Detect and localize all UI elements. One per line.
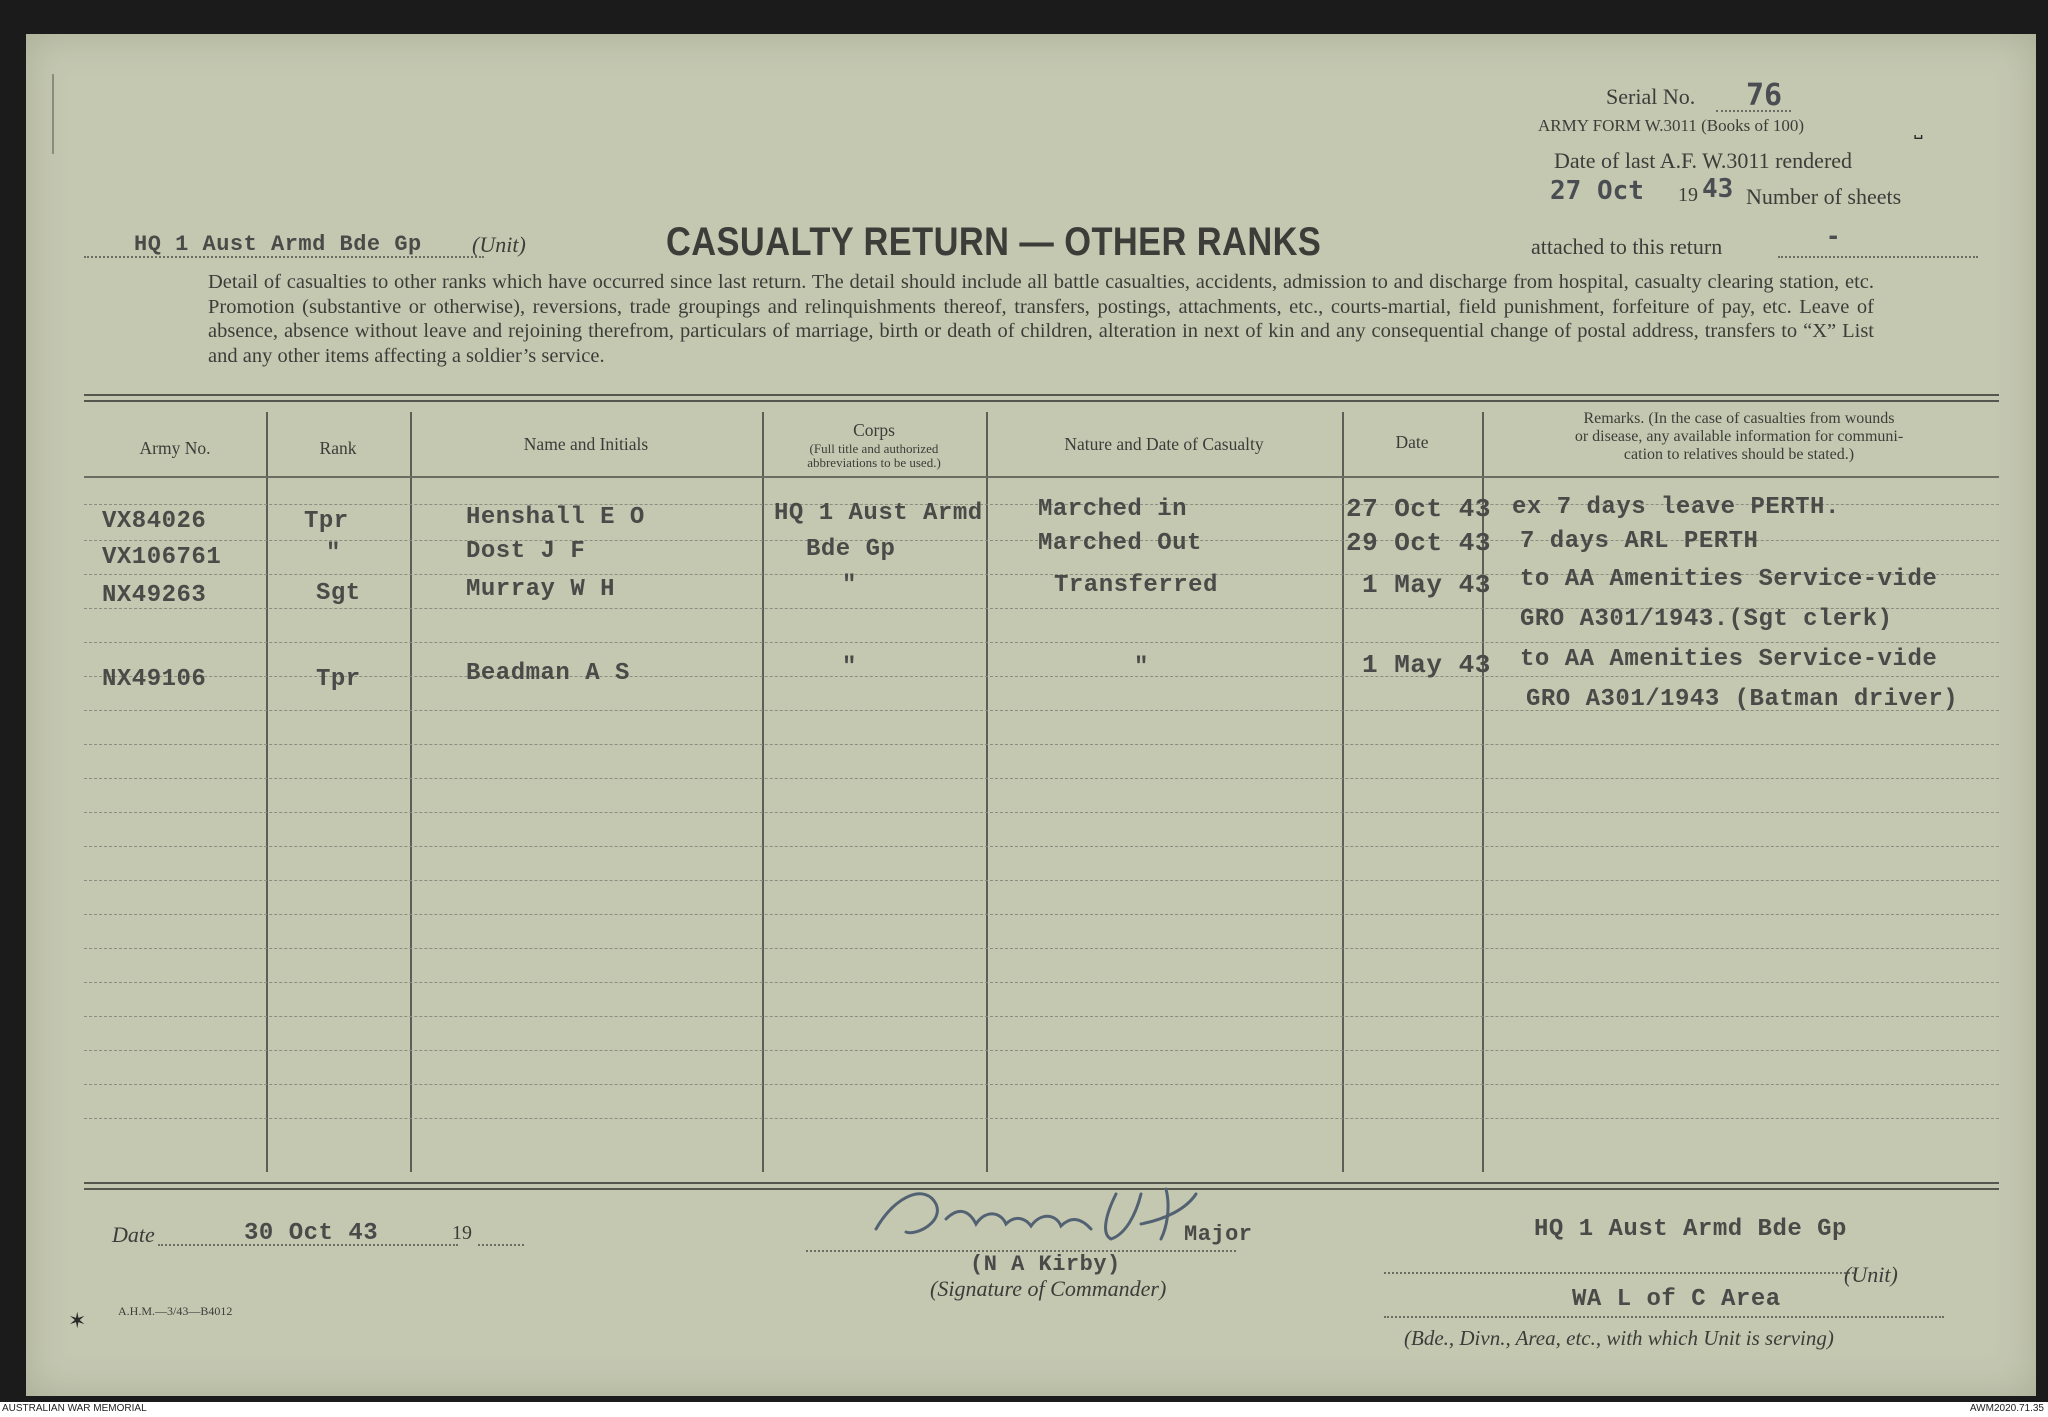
header-date: Date xyxy=(1395,432,1429,452)
entry-corps: HQ 1 Aust Armd xyxy=(774,500,983,527)
col-divider xyxy=(410,412,412,1172)
entry-remarks: to AA Amenities Service-vide xyxy=(1520,566,1938,593)
entry-corps: Bde Gp xyxy=(806,536,896,563)
col-divider xyxy=(762,412,764,1172)
star-mark: ✶ xyxy=(68,1308,87,1333)
header-bottom-rule xyxy=(84,476,1999,478)
archive-left: AUSTRALIAN WAR MEMORIAL xyxy=(2,1403,147,1414)
table-top-rule-2 xyxy=(84,400,1999,402)
commander-rank: Major xyxy=(1184,1222,1253,1247)
entry-date: 27 Oct 43 xyxy=(1346,494,1491,524)
sheets-label: Number of sheets xyxy=(1746,184,1902,209)
year-dots xyxy=(478,1244,524,1246)
date-label: Date xyxy=(112,1222,155,1247)
row-rule xyxy=(84,812,1999,813)
header-corps-note-1: (Full title and authorized xyxy=(809,441,939,456)
header-corps-note-2: abbreviations to be used.) xyxy=(807,455,941,470)
table-top-rule xyxy=(84,394,1999,396)
unit-value: HQ 1 Aust Armd Bde Gp xyxy=(134,232,422,257)
edge-mark xyxy=(52,74,54,154)
entry-remarks: GRO A301/1943 (Batman driver) xyxy=(1526,686,1959,713)
row-rule xyxy=(84,1016,1999,1017)
form-description: Detail of casualties to other ranks which have occurred since last return. The detail should include all battle casualties, accidents, admission to and discharge from hospital, casualty clearing station, etc. Promotion (substantive or otherwise), reversions, trade groupings and relinquishments thereof, transfers, postings, attachments, etc., courts-martial, field punishment, forfeiture of pay, etc. Leave of absence, absence without leave and rejoining therefrom, particulars of marriage, birth or death of children, alteration in next of kin and any consequential change of postal address, transfers to “X” List and any other items affecting a soldier’s service. xyxy=(208,271,1874,367)
year-prefix: 19 xyxy=(1678,184,1698,206)
row-rule xyxy=(84,846,1999,847)
header-remarks-1: Remarks. (In the case of casualties from wounds xyxy=(1583,410,1895,427)
last-rendered-label: Date of last A.F. W.3011 rendered xyxy=(1554,148,1853,173)
date-year-suffix: 19 xyxy=(452,1222,472,1244)
header-nature: Nature and Date of Casualty xyxy=(1064,434,1264,454)
sheets-value: - xyxy=(1826,222,1841,250)
archive-right: AWM2020.71.35 xyxy=(1969,1403,2044,1414)
entry-corps: " xyxy=(842,654,857,681)
entry-rank: Tpr xyxy=(304,508,349,535)
entry-date: 29 Oct 43 xyxy=(1346,528,1491,558)
row-rule xyxy=(84,1050,1999,1051)
entry-remarks: to AA Amenities Service-vide xyxy=(1520,646,1938,673)
entry-corps: " xyxy=(842,572,857,599)
footer-unit-value: HQ 1 Aust Armd Bde Gp xyxy=(1534,1216,1847,1243)
unit-dots-footer xyxy=(1384,1272,1854,1274)
row-rule xyxy=(84,982,1999,983)
date-value: 30 Oct 43 xyxy=(244,1220,379,1247)
col-divider xyxy=(1482,412,1484,1172)
col-divider xyxy=(1342,412,1344,1172)
unit-label: (Unit) xyxy=(472,232,526,257)
row-rule xyxy=(84,744,1999,745)
check-mark: ˽ xyxy=(1914,114,1923,139)
serial-label: Serial No. xyxy=(1606,84,1696,109)
serial-value: 76 xyxy=(1746,78,1783,113)
row-rule xyxy=(84,948,1999,949)
header-remarks-2: or disease, any available information for communi- xyxy=(1574,428,1904,445)
last-rendered-year: 43 xyxy=(1702,174,1734,204)
row-rule xyxy=(84,1084,1999,1085)
entry-remarks: ex 7 days leave PERTH. xyxy=(1512,494,1840,521)
row-rule xyxy=(84,880,1999,881)
entry-rank: Sgt xyxy=(316,580,361,607)
commander-name: (N A Kirby) xyxy=(970,1252,1121,1277)
row-rule xyxy=(84,778,1999,779)
entry-nature: Marched Out xyxy=(1038,530,1202,557)
header-remarks-3: cation to relatives should be stated.) xyxy=(1623,446,1855,463)
entry-army-no: VX106761 xyxy=(102,544,222,571)
row-rule xyxy=(84,676,1999,677)
entry-rank: Tpr xyxy=(316,666,361,693)
entry-name: Murray W H xyxy=(466,576,616,603)
entry-name: Henshall E O xyxy=(466,504,645,531)
form-sheet xyxy=(26,34,2036,1396)
col-divider xyxy=(266,412,268,1172)
col-divider xyxy=(986,412,988,1172)
attached-dots xyxy=(1778,256,1978,258)
entry-army-no: NX49263 xyxy=(102,582,207,609)
entry-remarks: GRO A301/1943.(Sgt clerk) xyxy=(1520,606,1893,633)
attached-label: attached to this return xyxy=(1531,234,1723,259)
row-rule xyxy=(84,642,1999,643)
entry-nature: " xyxy=(1134,654,1149,681)
signature-label: (Signature of Commander) xyxy=(930,1276,1167,1301)
entry-remarks: 7 days ARL PERTH xyxy=(1520,528,1759,555)
entry-date: 1 May 43 xyxy=(1362,650,1491,680)
footer-unit-label: (Unit) xyxy=(1844,1262,1898,1287)
form-title: CASUALTY RETURN — OTHER RANKS xyxy=(666,220,1322,264)
entry-date: 1 May 43 xyxy=(1362,570,1491,600)
last-rendered-date: 27 Oct xyxy=(1550,176,1644,206)
area-label: (Bde., Divn., Area, etc., with which Unit is serving) xyxy=(1404,1326,1834,1350)
area-value: WA L of C Area xyxy=(1572,1286,1781,1313)
area-dots xyxy=(1384,1316,1944,1318)
entry-nature: Marched in xyxy=(1038,496,1188,523)
row-rule xyxy=(84,1118,1999,1119)
entry-nature: Transferred xyxy=(1054,572,1218,599)
row-rule xyxy=(84,914,1999,915)
form-id: ARMY FORM W.3011 (Books of 100) xyxy=(1538,116,1805,135)
entry-army-no: NX49106 xyxy=(102,666,207,693)
header-army-no: Army No. xyxy=(139,438,211,458)
header-name: Name and Initials xyxy=(523,434,649,454)
entry-name: Dost J F xyxy=(466,538,586,565)
archive-strip xyxy=(0,1402,2048,1417)
header-rank: Rank xyxy=(319,438,357,458)
print-code: A.H.M.—3/43—B4012 xyxy=(118,1304,233,1318)
entry-army-no: VX84026 xyxy=(102,508,207,535)
header-corps: Corps xyxy=(853,420,895,440)
entry-name: Beadman A S xyxy=(466,660,630,687)
entry-rank: " xyxy=(326,540,341,567)
